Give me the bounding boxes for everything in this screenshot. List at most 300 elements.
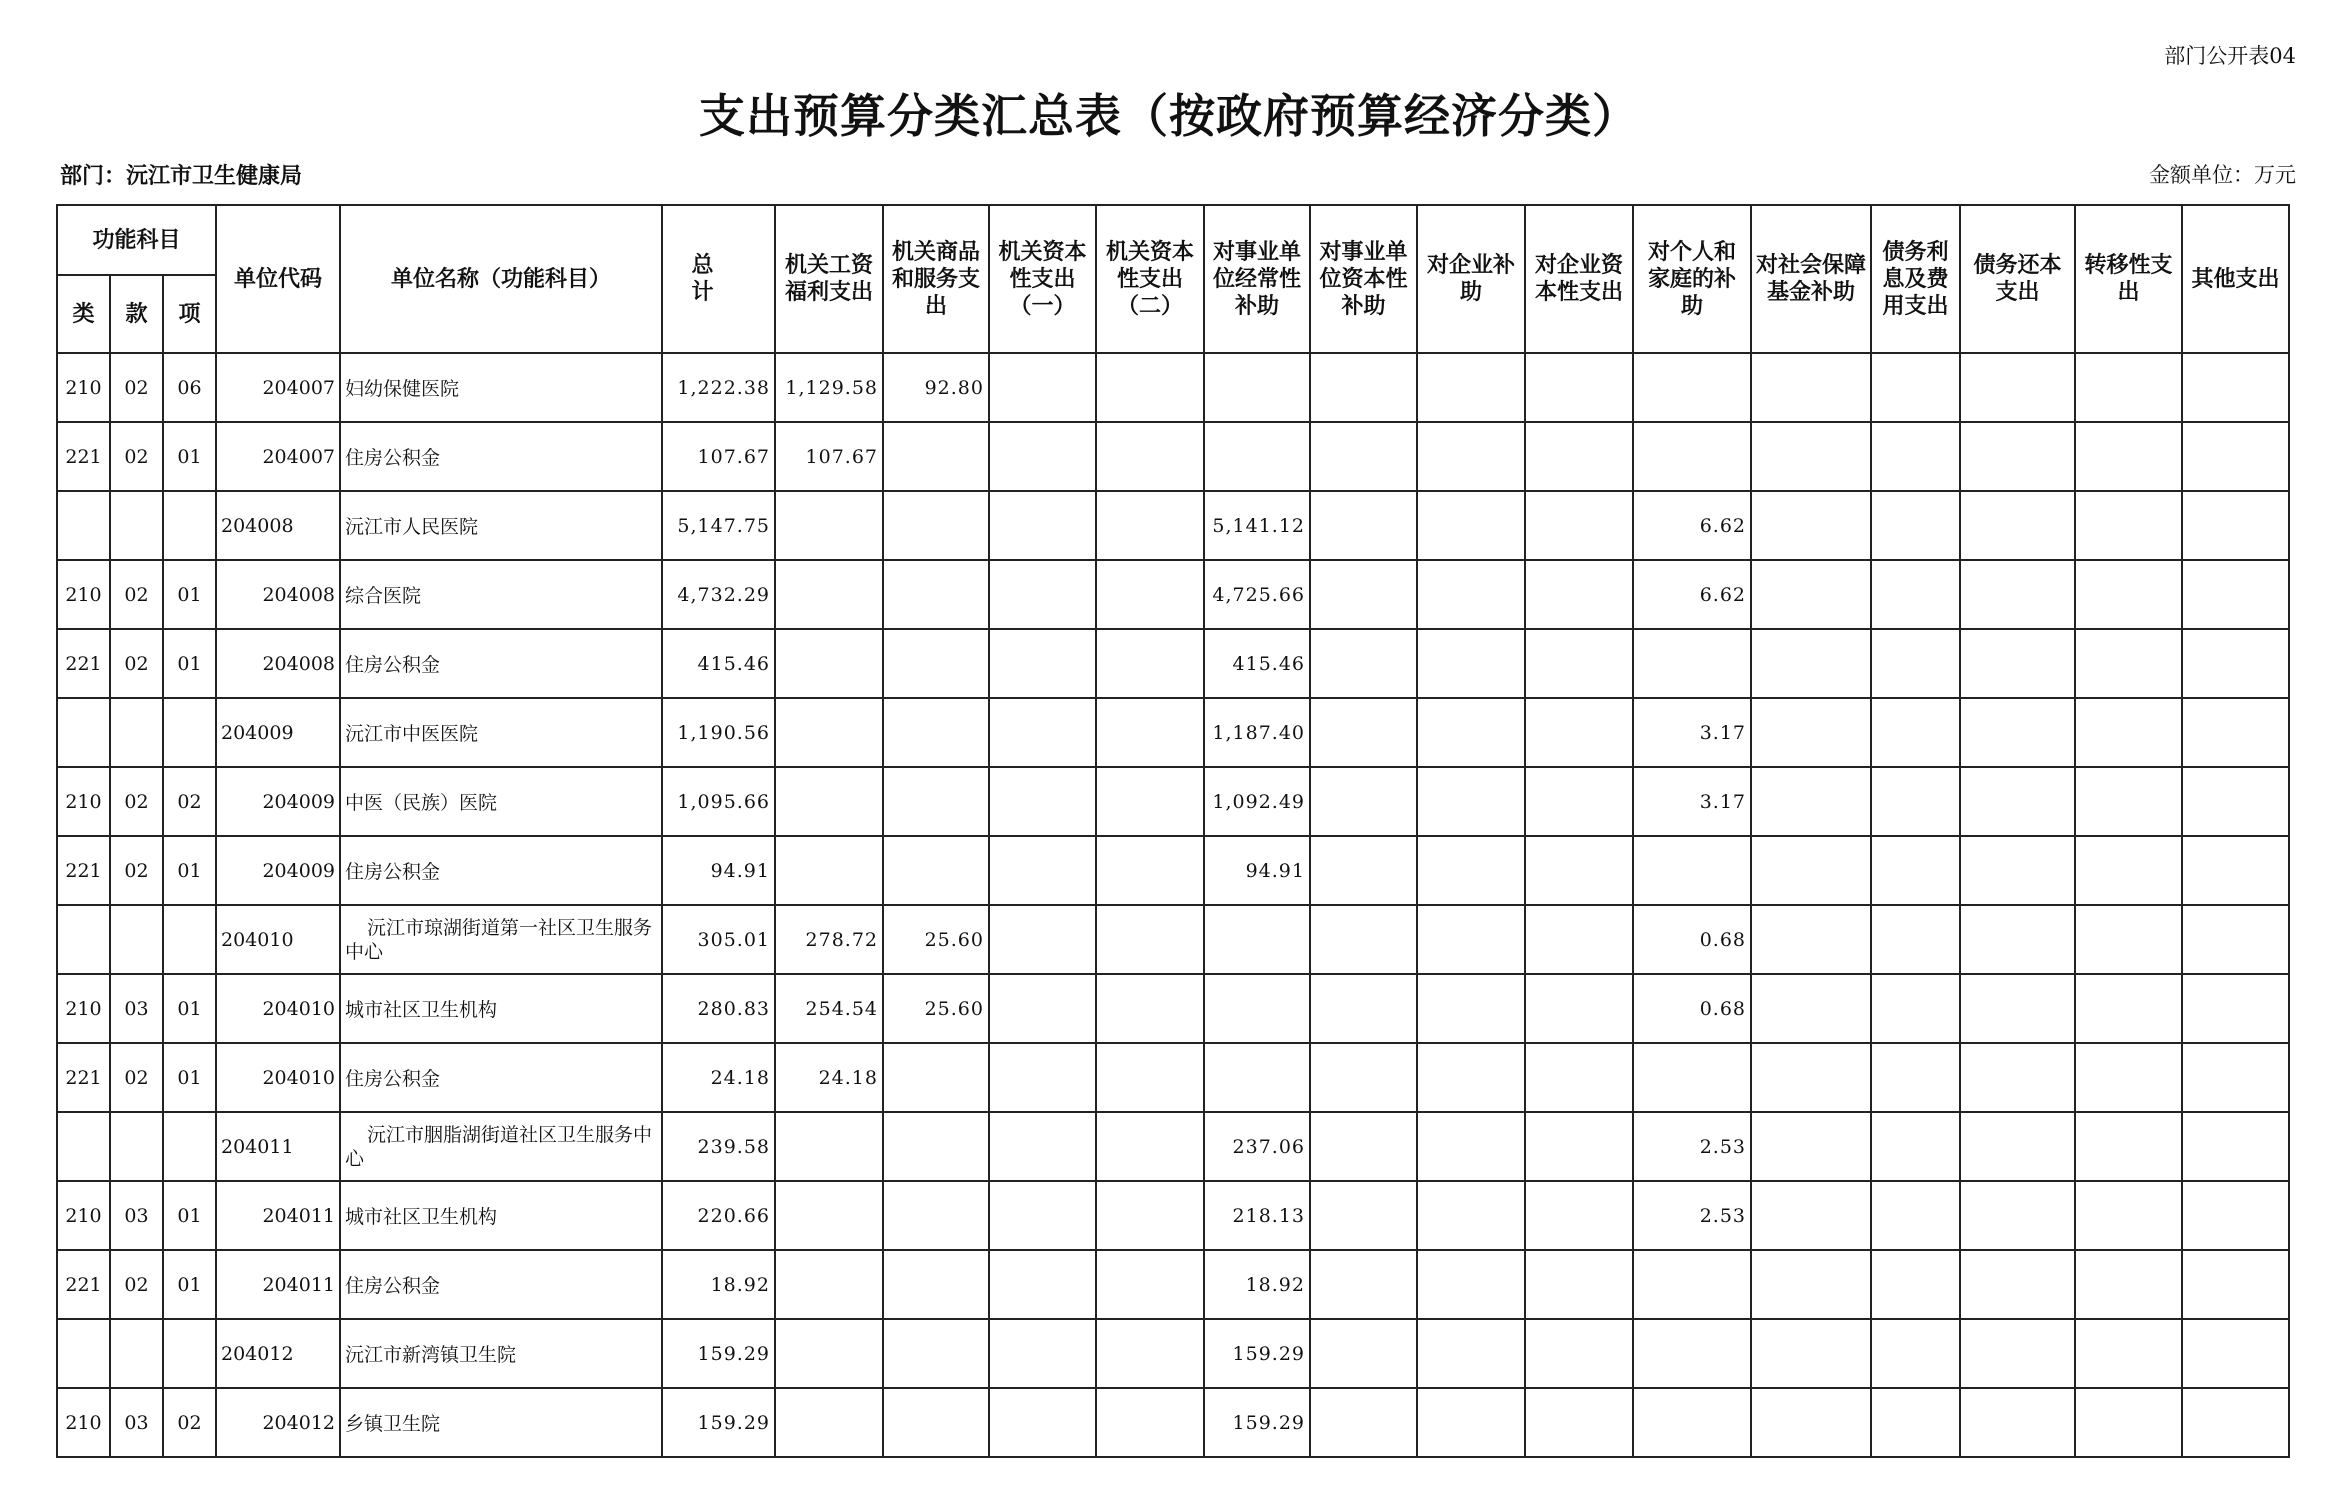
table-row [57,1112,2289,1181]
cell-col6 [1310,974,1417,1043]
cell-unit-code: 204009 [216,698,340,767]
cell-unit-name: 沅江市新湾镇卫生院 [340,1319,662,1388]
cell-total: 280.83 [662,974,775,1043]
cell-col13 [2075,1250,2182,1319]
cell-col2 [883,698,989,767]
cell-col8 [1525,1319,1633,1388]
cell-col13 [2075,560,2182,629]
cell-col6 [1310,629,1417,698]
cell-col11 [1871,560,1960,629]
header-total: 总计 [662,205,775,353]
cell-col7 [1417,560,1525,629]
cell-col9 [1633,1388,1751,1457]
cell-col10 [1751,836,1871,905]
cell-col7 [1417,698,1525,767]
cell-col10 [1751,491,1871,560]
cell-unit-name: 城市社区卫生机构 [340,974,662,1043]
cell-total: 94.91 [662,836,775,905]
cell-col1 [775,836,883,905]
cell-col10 [1751,698,1871,767]
header-col10: 对社会保障基金补助 [1751,205,1871,353]
cell-col5: 1,092.49 [1204,767,1310,836]
cell-col4 [1096,974,1204,1043]
cell-col3 [989,836,1096,905]
cell-unit-name: 住房公积金 [340,629,662,698]
cell-lei [57,905,110,974]
cell-col6 [1310,836,1417,905]
cell-col12 [1960,767,2075,836]
header-col5: 对事业单位经常性补助 [1204,205,1310,353]
cell-unit-code: 204010 [216,974,340,1043]
table-row [57,1319,2289,1388]
cell-col10 [1751,767,1871,836]
cell-col6 [1310,1388,1417,1457]
cell-col12 [1960,974,2075,1043]
cell-col8 [1525,491,1633,560]
cell-col4 [1096,836,1204,905]
cell-col5 [1204,905,1310,974]
cell-xiang: 01 [163,1250,216,1319]
cell-unit-code: 204009 [216,836,340,905]
cell-col2 [883,1043,989,1112]
cell-total: 24.18 [662,1043,775,1112]
table-row [57,836,2289,905]
cell-col4 [1096,1112,1204,1181]
cell-kuan [110,698,163,767]
cell-col14 [2182,629,2289,698]
cell-col11 [1871,1388,1960,1457]
cell-lei: 210 [57,974,110,1043]
cell-col14 [2182,974,2289,1043]
cell-col7 [1417,974,1525,1043]
cell-col7 [1417,629,1525,698]
cell-col2 [883,1319,989,1388]
cell-total: 239.58 [662,1112,775,1181]
cell-col6 [1310,1319,1417,1388]
cell-col14 [2182,491,2289,560]
table-row [57,767,2289,836]
cell-col10 [1751,422,1871,491]
cell-total: 107.67 [662,422,775,491]
cell-col7 [1417,1319,1525,1388]
cell-col14 [2182,1250,2289,1319]
table-body [57,353,2289,1457]
cell-unit-name: 住房公积金 [340,1250,662,1319]
cell-col12 [1960,905,2075,974]
cell-col4 [1096,767,1204,836]
table-row [57,698,2289,767]
cell-total: 159.29 [662,1388,775,1457]
cell-lei: 221 [57,836,110,905]
header-func-subject: 功能科目 [57,205,216,275]
cell-col6 [1310,422,1417,491]
cell-col8 [1525,629,1633,698]
cell-col9 [1633,1043,1751,1112]
cell-kuan [110,491,163,560]
cell-col4 [1096,698,1204,767]
cell-col12 [1960,836,2075,905]
header-col14: 其他支出 [2182,205,2289,353]
cell-col13 [2075,1043,2182,1112]
cell-col7 [1417,1250,1525,1319]
cell-unit-name: 沅江市琼湖街道第一社区卫生服务中心 [340,905,662,974]
cell-col13 [2075,905,2182,974]
cell-unit-name: 住房公积金 [340,836,662,905]
cell-kuan [110,905,163,974]
cell-col11 [1871,836,1960,905]
cell-col5 [1204,974,1310,1043]
cell-total: 5,147.75 [662,491,775,560]
cell-col5: 18.92 [1204,1250,1310,1319]
cell-unit-code: 204008 [216,491,340,560]
header-lei: 类 [57,275,110,353]
cell-col14 [2182,767,2289,836]
cell-col13 [2075,836,2182,905]
cell-col3 [989,905,1096,974]
cell-col6 [1310,905,1417,974]
cell-col3 [989,629,1096,698]
page-title: 支出预算分类汇总表（按政府预算经济分类） [699,89,1639,143]
cell-col3 [989,560,1096,629]
header-unit-code: 单位代码 [216,205,340,353]
cell-col3 [989,1388,1096,1457]
department-label: 部门：沅江市卫生健康局 [60,164,303,189]
cell-col2 [883,767,989,836]
cell-col11 [1871,1319,1960,1388]
cell-xiang [163,1112,216,1181]
cell-col4 [1096,1319,1204,1388]
header-col2: 机关商品和服务支出 [883,205,989,353]
cell-col10 [1751,1319,1871,1388]
cell-total: 159.29 [662,1319,775,1388]
cell-xiang: 01 [163,974,216,1043]
cell-col6 [1310,1181,1417,1250]
cell-col1 [775,491,883,560]
cell-col11 [1871,422,1960,491]
cell-col2 [883,1112,989,1181]
cell-col1 [775,1388,883,1457]
cell-col4 [1096,629,1204,698]
cell-col12 [1960,1388,2075,1457]
cell-col1 [775,629,883,698]
cell-col12 [1960,629,2075,698]
cell-col14 [2182,1388,2289,1457]
cell-col13 [2075,974,2182,1043]
budget-table [56,204,2290,1458]
cell-col9: 3.17 [1633,698,1751,767]
cell-kuan: 02 [110,560,163,629]
cell-col9: 0.68 [1633,974,1751,1043]
cell-col9: 0.68 [1633,905,1751,974]
cell-total: 1,222.38 [662,353,775,422]
cell-unit-name: 城市社区卫生机构 [340,1181,662,1250]
cell-col5: 237.06 [1204,1112,1310,1181]
cell-col8 [1525,905,1633,974]
cell-xiang [163,698,216,767]
table-row [57,629,2289,698]
cell-col11 [1871,1181,1960,1250]
cell-col1 [775,1112,883,1181]
cell-col13 [2075,422,2182,491]
cell-lei: 221 [57,629,110,698]
table-row [57,560,2289,629]
cell-unit-name: 沅江市人民医院 [340,491,662,560]
cell-col8 [1525,1388,1633,1457]
cell-unit-name: 沅江市胭脂湖街道社区卫生服务中心 [340,1112,662,1181]
cell-col2 [883,422,989,491]
cell-col7 [1417,1112,1525,1181]
cell-col9: 6.62 [1633,560,1751,629]
cell-xiang: 01 [163,836,216,905]
cell-kuan: 03 [110,1388,163,1457]
cell-col3 [989,422,1096,491]
cell-unit-code: 204010 [216,905,340,974]
cell-total: 220.66 [662,1181,775,1250]
header-col7: 对企业补助 [1417,205,1525,353]
cell-col10 [1751,1112,1871,1181]
cell-lei: 210 [57,1181,110,1250]
cell-unit-code: 204011 [216,1250,340,1319]
cell-col14 [2182,836,2289,905]
cell-col5 [1204,1043,1310,1112]
cell-xiang: 01 [163,422,216,491]
cell-lei: 221 [57,1250,110,1319]
cell-col2 [883,836,989,905]
cell-col9: 2.53 [1633,1181,1751,1250]
cell-unit-name: 住房公积金 [340,1043,662,1112]
cell-col14 [2182,1181,2289,1250]
cell-lei: 210 [57,1388,110,1457]
cell-col13 [2075,698,2182,767]
cell-col13 [2075,353,2182,422]
cell-xiang: 01 [163,1043,216,1112]
cell-col3 [989,767,1096,836]
cell-xiang: 02 [163,767,216,836]
cell-unit-code: 204010 [216,1043,340,1112]
cell-unit-code: 204011 [216,1181,340,1250]
cell-col5 [1204,353,1310,422]
cell-col12 [1960,698,2075,767]
cell-unit-code: 204007 [216,422,340,491]
cell-col5: 159.29 [1204,1319,1310,1388]
cell-kuan [110,1112,163,1181]
cell-col14 [2182,1043,2289,1112]
cell-unit-name: 综合医院 [340,560,662,629]
cell-col11 [1871,1043,1960,1112]
cell-col12 [1960,1043,2075,1112]
cell-col11 [1871,629,1960,698]
cell-col10 [1751,353,1871,422]
cell-unit-name: 乡镇卫生院 [340,1388,662,1457]
cell-col9 [1633,353,1751,422]
header-col1: 机关工资福利支出 [775,205,883,353]
cell-lei: 221 [57,1043,110,1112]
header-col6: 对事业单位资本性补助 [1310,205,1417,353]
cell-col10 [1751,629,1871,698]
cell-col1: 107.67 [775,422,883,491]
cell-col7 [1417,353,1525,422]
cell-col14 [2182,698,2289,767]
cell-col4 [1096,422,1204,491]
cell-total: 18.92 [662,1250,775,1319]
cell-col6 [1310,560,1417,629]
cell-lei [57,1319,110,1388]
cell-col7 [1417,491,1525,560]
cell-col2 [883,1250,989,1319]
cell-col1 [775,1319,883,1388]
cell-col11 [1871,767,1960,836]
header-col3: 机关资本性支出（一） [989,205,1096,353]
cell-kuan: 02 [110,629,163,698]
cell-col3 [989,1319,1096,1388]
table-row [57,422,2289,491]
cell-col2: 25.60 [883,905,989,974]
cell-unit-code: 204008 [216,560,340,629]
cell-col11 [1871,698,1960,767]
cell-col14 [2182,1112,2289,1181]
cell-col12 [1960,1250,2075,1319]
cell-lei: 221 [57,422,110,491]
cell-col9: 3.17 [1633,767,1751,836]
cell-xiang [163,491,216,560]
table-row [57,1043,2289,1112]
cell-kuan: 02 [110,1043,163,1112]
cell-total: 4,732.29 [662,560,775,629]
header-col13: 转移性支出 [2075,205,2182,353]
cell-unit-code: 204008 [216,629,340,698]
cell-col8 [1525,353,1633,422]
cell-col13 [2075,1388,2182,1457]
cell-xiang: 01 [163,629,216,698]
cell-col10 [1751,1250,1871,1319]
cell-col13 [2075,1181,2182,1250]
cell-total: 305.01 [662,905,775,974]
cell-xiang: 02 [163,1388,216,1457]
cell-col6 [1310,1250,1417,1319]
cell-col11 [1871,1112,1960,1181]
table-row [57,1250,2289,1319]
cell-col12 [1960,1319,2075,1388]
cell-kuan [110,1319,163,1388]
cell-col14 [2182,353,2289,422]
cell-col8 [1525,1043,1633,1112]
cell-unit-code: 204009 [216,767,340,836]
cell-col4 [1096,905,1204,974]
amount-unit-label: 金额单位：万元 [2149,163,2296,187]
cell-total: 415.46 [662,629,775,698]
cell-col8 [1525,974,1633,1043]
cell-kuan: 03 [110,1181,163,1250]
cell-unit-name: 住房公积金 [340,422,662,491]
cell-unit-code: 204012 [216,1319,340,1388]
cell-total: 1,190.56 [662,698,775,767]
cell-col11 [1871,905,1960,974]
cell-lei [57,491,110,560]
cell-col12 [1960,491,2075,560]
cell-kuan: 02 [110,836,163,905]
cell-col7 [1417,836,1525,905]
cell-col11 [1871,353,1960,422]
table-row [57,1388,2289,1457]
cell-unit-name: 中医（民族）医院 [340,767,662,836]
cell-col3 [989,1043,1096,1112]
cell-col14 [2182,560,2289,629]
cell-col7 [1417,1388,1525,1457]
cell-col14 [2182,422,2289,491]
cell-lei [57,698,110,767]
cell-col10 [1751,1388,1871,1457]
cell-col10 [1751,1181,1871,1250]
cell-col7 [1417,1043,1525,1112]
cell-col10 [1751,1043,1871,1112]
cell-unit-code: 204012 [216,1388,340,1457]
cell-unit-code: 204007 [216,353,340,422]
header-col12: 债务还本支出 [1960,205,2075,353]
cell-col1: 24.18 [775,1043,883,1112]
cell-col8 [1525,1112,1633,1181]
cell-col4 [1096,1181,1204,1250]
cell-col4 [1096,1043,1204,1112]
cell-kuan: 02 [110,422,163,491]
header-xiang: 项 [163,275,216,353]
cell-col11 [1871,974,1960,1043]
table-row [57,353,2289,422]
cell-col2 [883,629,989,698]
cell-col1: 278.72 [775,905,883,974]
cell-col5: 415.46 [1204,629,1310,698]
cell-col2 [883,560,989,629]
cell-col13 [2075,1112,2182,1181]
cell-col2: 25.60 [883,974,989,1043]
cell-col1 [775,1181,883,1250]
cell-col14 [2182,905,2289,974]
cell-col7 [1417,767,1525,836]
cell-col2: 92.80 [883,353,989,422]
cell-col6 [1310,1043,1417,1112]
cell-unit-name: 妇幼保健医院 [340,353,662,422]
cell-unit-name: 沅江市中医医院 [340,698,662,767]
cell-col6 [1310,353,1417,422]
cell-col6 [1310,1112,1417,1181]
cell-col8 [1525,767,1633,836]
cell-kuan: 02 [110,353,163,422]
header-col4: 机关资本性支出（二） [1096,205,1204,353]
cell-col7 [1417,1181,1525,1250]
cell-col10 [1751,560,1871,629]
cell-col9: 6.62 [1633,491,1751,560]
cell-col2 [883,491,989,560]
cell-col12 [1960,353,2075,422]
cell-xiang: 01 [163,560,216,629]
header-col11: 债务利息及费用支出 [1871,205,1960,353]
cell-lei: 210 [57,353,110,422]
table-row [57,905,2289,974]
cell-col13 [2075,491,2182,560]
cell-col6 [1310,767,1417,836]
header-kuan: 款 [110,275,163,353]
cell-col13 [2075,629,2182,698]
cell-col5: 4,725.66 [1204,560,1310,629]
cell-col8 [1525,698,1633,767]
cell-col12 [1960,1112,2075,1181]
cell-col1 [775,698,883,767]
cell-kuan: 03 [110,974,163,1043]
table-row [57,491,2289,560]
header-col8: 对企业资本性支出 [1525,205,1633,353]
cell-unit-code: 204011 [216,1112,340,1181]
cell-xiang: 06 [163,353,216,422]
cell-col9 [1633,422,1751,491]
